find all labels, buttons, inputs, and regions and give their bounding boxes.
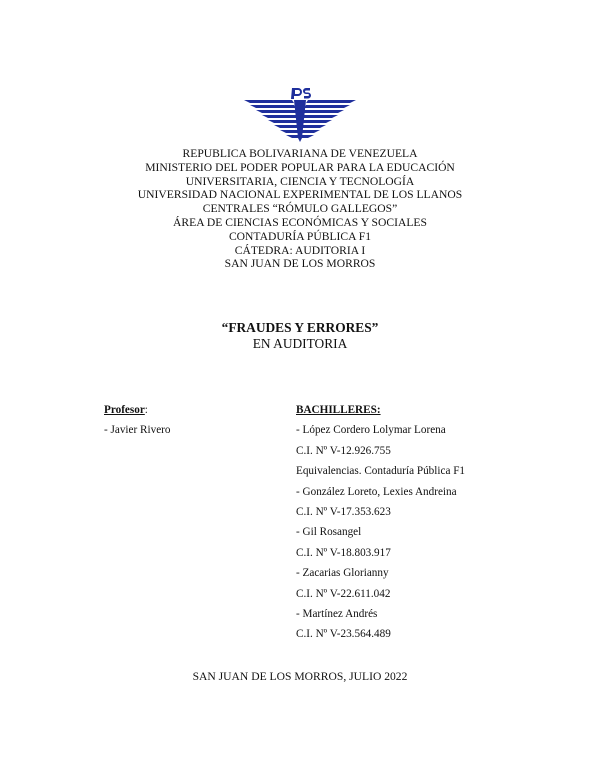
student-line: - López Cordero Lolymar Lorena (296, 424, 446, 437)
title-main: “FRAUDES Y ERRORES” (221, 320, 379, 335)
title-sub: EN AUDITORIA (252, 336, 348, 351)
student-line: C.I. Nº V-12.926.755 (296, 444, 391, 457)
institution-header (0, 147, 600, 271)
professor-heading: Profesor (104, 404, 145, 416)
professor-heading-colon: : (144, 404, 148, 416)
student-line: C.I. Nº V-23.564.489 (296, 628, 391, 641)
students-block (296, 400, 465, 645)
professor-heading-row (104, 400, 170, 420)
header-line: CONTADURÍA PÚBLICA F1 (228, 229, 372, 243)
header-line: UNIVERSITARIA, CIENCIA Y TECNOLOGÍA (185, 174, 415, 188)
header-line: ÁREA DE CIENCIAS ECONÓMICAS Y SOCIALES (173, 215, 427, 229)
header-line: SAN JUAN DE LOS MORROS (224, 257, 376, 271)
students-heading: BACHILLERES: (296, 404, 381, 416)
student-line: - Martínez Andrés (296, 608, 378, 621)
student-line: C.I. Nº V-17.353.623 (296, 506, 391, 519)
header-line: REPUBLICA BOLIVARIANA DE VENEZUELA (182, 147, 418, 160)
header-line: MINISTERIO DEL PODER POPULAR PARA LA EDUCACIÓN (145, 160, 455, 174)
header-line: UNIVERSIDAD NACIONAL EXPERIMENTAL DE LOS LLANOS (137, 188, 463, 202)
student-line: - González Loreto, Lexies Andreina (296, 485, 457, 498)
student-line: Equivalencias. Contaduría Pública F1 (296, 465, 466, 478)
student-line: - Zacarias Glorianny (296, 567, 389, 580)
professor-block (104, 400, 170, 441)
student-line: C.I. Nº V-22.611.042 (296, 587, 391, 600)
student-line: - Gil Rosangel (296, 526, 362, 539)
professor-name: - Javier Rivero (104, 424, 171, 437)
place-date-footer: SAN JUAN DE LOS MORROS, JULIO 2022 (192, 670, 408, 683)
student-line: C.I. Nº V-18.803.917 (296, 546, 391, 559)
header-line: CÁTEDRA: AUDITORIA I (234, 243, 366, 257)
university-logo-icon (244, 82, 356, 144)
header-line: CENTRALES “RÓMULO GALLEGOS” (202, 202, 398, 216)
document-title (0, 320, 600, 352)
